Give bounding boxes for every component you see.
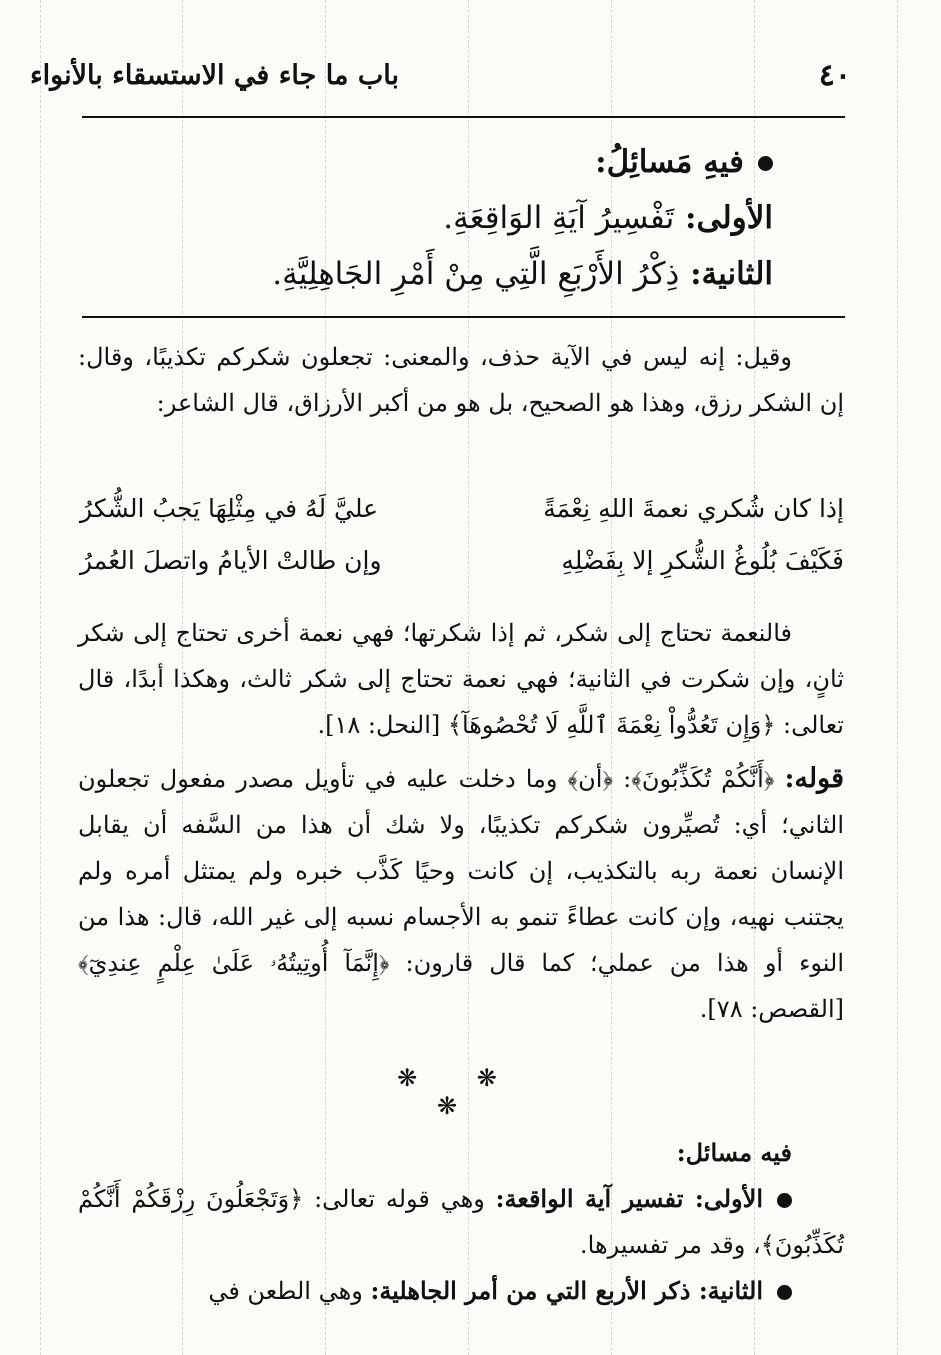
page-number: ٤٠ <box>818 58 851 93</box>
page-header <box>29 58 851 104</box>
bullet-icon <box>777 1193 792 1208</box>
commentary-paragraph: قوله: ﴿أَنَّكُمْ تُكَذِّبُونَ﴾: ﴿أن﴾ وما دخلت عليه في تأويل مصدر مفعول تجعلون الثاني؛ أي: تُصيِّرون شكركم تكذيبًا، ولا شك أن هذا من السَّفه أن يقابل الإنسان نعمة ربه بالتكذيب، إن كانت وحيًا كَذَّب خبره ولم يمتثل أمره ولم يجتنب نهيه، وإن كانت عطاءً تنمو به الأجسام نسبه إلى غير الله، قال: هذا من النوء أو هذا من عملي؛ كما قال قارون: ﴿إِنَّمَآ أُوتِيتُهُۥ عَلَىٰ عِلْمٍ عِندِيٓ﴾ [القصص: ٧٨]. <box>78 763 844 1023</box>
section-separator: ❋ ❋ ❋ <box>397 1064 523 1120</box>
qawluh-label: قوله: <box>784 763 844 794</box>
matn-masail-section <box>133 134 773 302</box>
scan-guide-line <box>897 0 898 1355</box>
matn-masail-item: الثانية: ذِكْرُ الأَرْبَعِ الَّتِي مِنْ أَمْرِ الجَاهِلِيَّةِ. <box>272 256 773 292</box>
running-title: باب ما جاء في الاستسقاء بالأنواء <box>29 60 399 91</box>
matn-separator-rule <box>82 316 845 318</box>
scan-guide-line <box>40 0 41 1355</box>
commentary-paragraph: وقيل: إنه ليس في الآية حذف، والمعنى: تجعلون شكركم تكذيبًا، وقال: إن الشكر رزق، وهذا هو الصحيح، بل هو من أكبر الأرزاق، قال الشاعر: <box>78 343 844 417</box>
masail-item: الأولى: تفسير آية الواقعة: وهي قوله تعالى: ﴿وَتَجْعَلُونَ رِزْقَكُمْ أَنَّكُمْ تُكَذِّبُونَ﴾، وقد مر تفسيرها. <box>78 1184 844 1259</box>
poem-verse <box>80 494 844 540</box>
verse-second-hemistich: عليَّ لَهُ في مِثْلِهَا يَجبُ الشُّكرُ <box>80 494 379 523</box>
masail-commentary-section <box>78 1130 844 1314</box>
verse-second-hemistich: وإن طالتْ الأيامُ واتصلَ العُمرُ <box>80 546 382 575</box>
masail-heading: فيه مسائل: <box>676 1138 792 1167</box>
verse-first-hemistich: فَكَيْفَ بُلُوغُ الشُّكرِ إلا بِفَضْلِهِ <box>561 546 844 575</box>
matn-masail-heading: فيهِ مَسائِلُ: <box>133 134 773 190</box>
commentary-paragraph: فالنعمة تحتاج إلى شكر، ثم إذا شكرتها؛ فهي نعمة أخرى تحتاج إلى شكر ثانٍ، وإن شكرت في الثانية؛ فهي نعمة تحتاج إلى شكر ثالث، وهكذا أبدًا، قال تعالى: ﴿وَإِن تَعُدُّواْ نِعْمَةَ ٱللَّهِ لَا تُحْصُوهَآ﴾ [النحل: ١٨]. <box>78 619 844 739</box>
masail-item: الثانية: ذكر الأربع التي من أمر الجاهلية: وهي الطعن في <box>78 1268 844 1314</box>
poem-verse <box>80 546 844 592</box>
verse-first-hemistich: إذا كان شُكري نعمةَ اللهِ نِعْمَةً <box>543 494 844 523</box>
bullet-icon <box>758 156 773 171</box>
bullet-icon <box>777 1285 792 1300</box>
header-rule <box>82 116 845 118</box>
matn-masail-item: الأولى: تَفْسِيرُ آيَةِ الوَاقِعَةِ. <box>443 200 773 236</box>
